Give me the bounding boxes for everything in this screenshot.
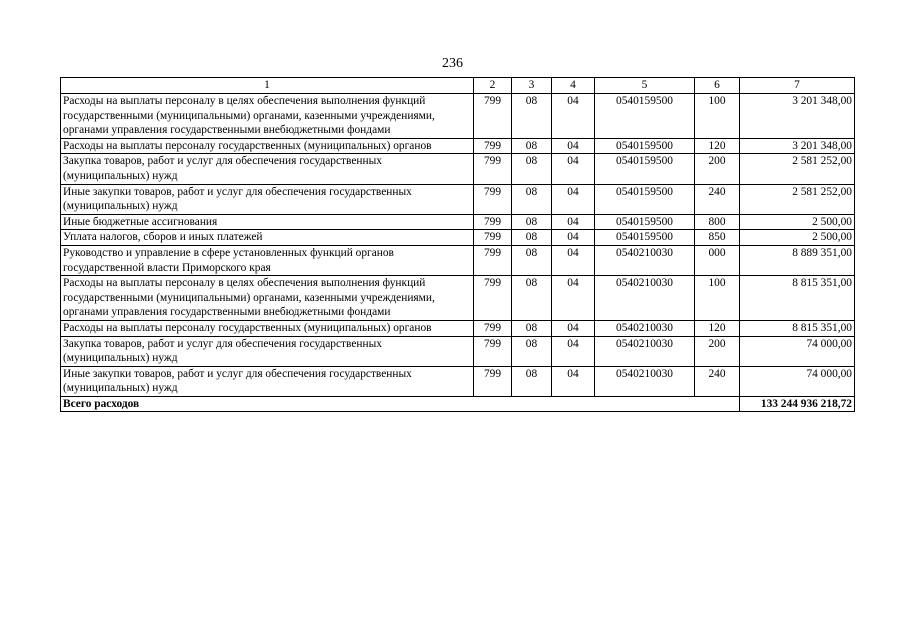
target-article-code: 0540159500	[595, 138, 695, 154]
amount: 8 815 351,00	[740, 276, 855, 321]
table-row	[61, 320, 855, 336]
ministry-code: 799	[474, 94, 512, 139]
expense-type-code: 100	[695, 276, 740, 321]
section-code: 08	[512, 366, 552, 396]
expense-type-code: 000	[695, 245, 740, 275]
column-header: 3	[512, 78, 552, 94]
expense-type-code: 800	[695, 214, 740, 230]
expense-name: Иные закупки товаров, работ и услуг для обеспечения государственных (муниципальных) нужд	[61, 184, 474, 214]
target-article-code: 0540159500	[595, 184, 695, 214]
expense-name: Расходы на выплаты персоналу государственных (муниципальных) органов	[61, 320, 474, 336]
section-code: 08	[512, 184, 552, 214]
total-amount: 133 244 936 218,72	[740, 396, 855, 412]
ministry-code: 799	[474, 138, 512, 154]
table-row	[61, 336, 855, 366]
total-row	[61, 396, 855, 412]
subsection-code: 04	[552, 276, 595, 321]
table-row	[61, 366, 855, 396]
amount: 2 500,00	[740, 230, 855, 246]
amount: 2 500,00	[740, 214, 855, 230]
table-row	[61, 230, 855, 246]
total-label: Всего расходов	[61, 396, 740, 412]
table-row	[61, 138, 855, 154]
amount: 3 201 348,00	[740, 138, 855, 154]
column-header: 7	[740, 78, 855, 94]
column-number-row	[61, 78, 855, 94]
target-article-code: 0540159500	[595, 94, 695, 139]
section-code: 08	[512, 276, 552, 321]
expense-name: Иные закупки товаров, работ и услуг для обеспечения государственных (муниципальных) нужд	[61, 366, 474, 396]
subsection-code: 04	[552, 336, 595, 366]
table-row	[61, 214, 855, 230]
expense-name: Иные бюджетные ассигнования	[61, 214, 474, 230]
expense-type-code: 850	[695, 230, 740, 246]
amount: 2 581 252,00	[740, 154, 855, 184]
subsection-code: 04	[552, 245, 595, 275]
ministry-code: 799	[474, 245, 512, 275]
amount: 2 581 252,00	[740, 184, 855, 214]
ministry-code: 799	[474, 320, 512, 336]
section-code: 08	[512, 94, 552, 139]
column-header: 1	[61, 78, 474, 94]
target-article-code: 0540210030	[595, 336, 695, 366]
table-row	[61, 276, 855, 321]
target-article-code: 0540159500	[595, 230, 695, 246]
expense-type-code: 200	[695, 336, 740, 366]
section-code: 08	[512, 336, 552, 366]
ministry-code: 799	[474, 230, 512, 246]
section-code: 08	[512, 320, 552, 336]
subsection-code: 04	[552, 230, 595, 246]
subsection-code: 04	[552, 366, 595, 396]
expense-type-code: 100	[695, 94, 740, 139]
expenditure-table	[60, 77, 855, 412]
section-code: 08	[512, 138, 552, 154]
table-row	[61, 94, 855, 139]
ministry-code: 799	[474, 336, 512, 366]
subsection-code: 04	[552, 320, 595, 336]
subsection-code: 04	[552, 154, 595, 184]
section-code: 08	[512, 214, 552, 230]
expense-type-code: 200	[695, 154, 740, 184]
amount: 74 000,00	[740, 336, 855, 366]
expense-type-code: 240	[695, 184, 740, 214]
column-header: 5	[595, 78, 695, 94]
expense-name: Расходы на выплаты персоналу в целях обеспечения выполнения функций государственными (муниципальными) органами, казенными учреждениями, органами управления государственными внебюджетными фондами	[61, 276, 474, 321]
target-article-code: 0540210030	[595, 366, 695, 396]
section-code: 08	[512, 154, 552, 184]
expense-type-code: 120	[695, 320, 740, 336]
section-code: 08	[512, 230, 552, 246]
target-article-code: 0540159500	[595, 154, 695, 184]
expense-type-code: 240	[695, 366, 740, 396]
table-row	[61, 154, 855, 184]
subsection-code: 04	[552, 184, 595, 214]
expense-name: Руководство и управление в сфере установленных функций органов государственной власти Приморского края	[61, 245, 474, 275]
target-article-code: 0540210030	[595, 245, 695, 275]
subsection-code: 04	[552, 214, 595, 230]
target-article-code: 0540210030	[595, 320, 695, 336]
amount: 8 815 351,00	[740, 320, 855, 336]
target-article-code: 0540210030	[595, 276, 695, 321]
section-code: 08	[512, 245, 552, 275]
column-header: 2	[474, 78, 512, 94]
table-row	[61, 184, 855, 214]
expense-name: Расходы на выплаты персоналу государственных (муниципальных) органов	[61, 138, 474, 154]
expense-name: Расходы на выплаты персоналу в целях обеспечения выполнения функций государственными (муниципальными) органами, казенными учреждениями, органами управления государственными внебюджетными фондами	[61, 94, 474, 139]
subsection-code: 04	[552, 94, 595, 139]
amount: 74 000,00	[740, 366, 855, 396]
subsection-code: 04	[552, 138, 595, 154]
expense-type-code: 120	[695, 138, 740, 154]
expense-name: Закупка товаров, работ и услуг для обеспечения государственных (муниципальных) нужд	[61, 336, 474, 366]
expense-name: Уплата налогов, сборов и иных платежей	[61, 230, 474, 246]
ministry-code: 799	[474, 154, 512, 184]
ministry-code: 799	[474, 276, 512, 321]
table-row	[61, 245, 855, 275]
ministry-code: 799	[474, 184, 512, 214]
amount: 3 201 348,00	[740, 94, 855, 139]
target-article-code: 0540159500	[595, 214, 695, 230]
ministry-code: 799	[474, 214, 512, 230]
column-header: 6	[695, 78, 740, 94]
expense-name: Закупка товаров, работ и услуг для обеспечения государственных (муниципальных) нужд	[61, 154, 474, 184]
column-header: 4	[552, 78, 595, 94]
page-number: 236	[442, 56, 463, 71]
amount: 8 889 351,00	[740, 245, 855, 275]
ministry-code: 799	[474, 366, 512, 396]
